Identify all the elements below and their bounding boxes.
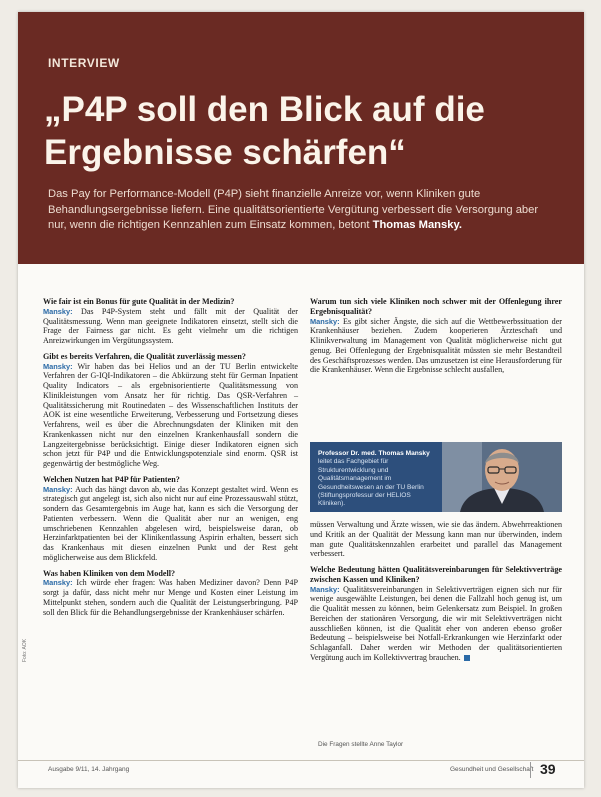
answer-text: Ich würde eher fragen: Was haben Mediziner davon? Denn P4P sorgt ja dafür, dass nicht mehr nur Menge und Kosten einer Leistung im Mittelpunkt stehen, sondern auch die Qualität der Leistungserbringung. P4P soll den Blick für die Behandlungsergebnisse der Krankenhäuser schärfen.	[43, 578, 298, 617]
lead-author: Thomas Mansky.	[372, 219, 462, 231]
page-number: 39	[540, 761, 556, 777]
speaker-label: Mansky:	[310, 316, 344, 326]
speaker-label: Mansky:	[43, 484, 76, 494]
answer	[43, 485, 298, 563]
speaker-label: Mansky:	[43, 306, 81, 316]
question: Wie fair ist ein Bonus für gute Qualität in der Medizin?	[43, 297, 235, 306]
issue-info: Ausgabe 9/11, 14. Jahrgang	[48, 766, 130, 773]
question: Welchen Nutzen hat P4P für Patienten?	[43, 474, 180, 484]
photo-credit: Foto: AOK	[22, 638, 28, 662]
answer	[43, 578, 298, 617]
answer-text: Das P4P-System steht und fällt mit der Qualität der Qualitätsmessung. Wenn man geeignete Indikatoren einsetzt, stellt sich die Frage der Fairness gar nicht. Es geht vielmehr um die richtigen Anreizwirkungen im Vergütungssystem.	[43, 306, 298, 345]
caption-text: leitet das Fachgebiet für Strukturentwicklung und Qualitätsmanagement im Gesundheitswesen an der TU Berlin (Stiftungsprofessur der HELIOS Kliniken).	[318, 458, 424, 508]
answer-text: Es gibt sicher Ängste, die sich auf die Wettbewerbssituation der Krankenhäuser beziehen. Zudem kooperieren Ärzteschaft und Klinikverwaltung im Management von Qualität möglicherweise nicht gut genug. Bei Offenlegung der Ergebnisqualität müssten sie mehr Bestandteil des Geschäftsprozesses werden. Das umzusetzen ist eine Herausforderung für die Krankenhäuser. Wenn die Ergebnisse schlecht ausfallen,	[310, 316, 562, 375]
footer-divider	[530, 762, 531, 778]
lead-text: Das Pay for Performance-Modell (P4P) sieht finanzielle Anreize vor, wenn Kliniken gute Behandlungsergebnisse liefern. Eine qualitätsorientierte Vergütung verbessert die Versorgung aber nur, wenn die richtigen Kennzahlen zum Einsatz kommen, betont	[48, 188, 539, 231]
question: Welche Bedeutung hätten Qualitätsvereinbarungen für Selektivverträge zwischen Kassen und Kliniken?	[310, 565, 562, 584]
speaker-label: Mansky:	[43, 361, 78, 371]
caption-name: Professor Dr. med. Thomas Mansky	[318, 450, 430, 457]
author-photo-box	[310, 442, 562, 512]
headline: „P4P soll den Blick auf die Ergebnisse schärfen“	[44, 90, 485, 172]
column-right-bottom	[310, 520, 562, 669]
answer	[310, 585, 562, 663]
magazine-name: Gesundheit und Gesellschaft	[450, 766, 534, 773]
answer-text: Qualitätsvereinbarungen in Selektivverträgen eignen sich nur für wenige ausgewählte Leistungen, bei denen die Fallzahl hoch genug ist, um die Qualität messen zu können, beim Gelenkersatz zum Beispiel. In großen Bereichen der stationären Versorgung, die wir mit Selektivverträgen nicht ausschließen können, ist die Qualität eher von anderen ebenso großer Bedeutung – beispielsweise bei Notfall-Erkrankungen wie Herzinfarkt oder Schlaganfall. Daher werden wir Methoden der qualitätsorientierten Vergütung auch im Kollektivvertrag brauchen.	[310, 584, 562, 662]
answer-text: Auch das hängt davon ab, wie das Konzept gestaltet wird. Wenn es strategisch gut angelegt ist, sich also nicht nur auf eine Prozessauswahl stützt, sondern das Gesamtergebnis im Auge hat, kann es sich die Versorgung der Patienten verbessern. Wenn die Qualität aber nur an wenigen, eng umschriebenen Kennzahlen abgelesen wird, beispielsweise daran, ob Herzinfarktpatienten bei der Klinikentlassung Aspirin erhalten, bessert sich das Krankenhaus mit diesen einzelnen Punkt und der Rest geht möglicherweise aus dem Blickfeld.	[43, 484, 298, 562]
answer	[310, 317, 562, 376]
column-right-top	[310, 297, 562, 381]
column-left	[43, 297, 298, 623]
interview-credit: Die Fragen stellte Anne Taylor	[318, 741, 404, 748]
footer-rule	[18, 760, 584, 761]
continuation-paragraph: müssen Verwaltung und Ärzte wissen, wie sie das ändern. Abwehrreaktionen und Kritik an der Qualität der Messung kann man nur überwinden, indem man gute Qualitätskennzahlen erarbeitet und parallel das Management verbessert.	[310, 520, 562, 559]
question: Warum tun sich viele Kliniken noch schwer mit der Offenlegung ihrer Ergebnisqualität?	[310, 297, 562, 316]
section-label: INTERVIEW	[48, 56, 120, 70]
answer	[43, 362, 298, 469]
answer	[43, 307, 298, 346]
portrait-photo	[442, 442, 562, 512]
photo-caption	[318, 450, 436, 509]
end-mark-icon	[464, 655, 470, 661]
speaker-label: Mansky:	[310, 584, 344, 594]
header-banner	[18, 12, 584, 264]
lead-paragraph	[48, 187, 558, 234]
question: Gibt es bereits Verfahren, die Qualität zuverlässig messen?	[43, 351, 246, 361]
magazine-page	[18, 12, 584, 788]
speaker-label: Mansky:	[43, 578, 77, 588]
question: Was haben Kliniken von dem Modell?	[43, 568, 175, 578]
answer-text: Wir haben das bei Helios und an der TU Berlin entwickelte Verfahren der G-IQI-Indikatoren – die Abkürzung steht für German Inpatient Quality Indicators – als ergebnisorientierte Qualitätsmessung von Klinikleistungen vom Ansatz her für richtig. Das QSR-Verfahren – Qualitätssicherung mit Routinedaten – des Wissenschaftlichen Instituts der AOK ist eine wesentliche Erweiterung, Verbesserung und Fortsetzung dieses Verfahrens, weil es über die Abrechnungsdaten der Kliniken mit den Krankenkassen nicht nur den einzelnen Krankenhausfall sondern die Langzeitergebnisse berücksichtigt. Einige dieser Indikatoren eignen sich schon jetzt für P4P und die Entwicklungspotenziale sind enorm. QSR ist gegenwärtig der bestmögliche Weg.	[43, 361, 298, 468]
